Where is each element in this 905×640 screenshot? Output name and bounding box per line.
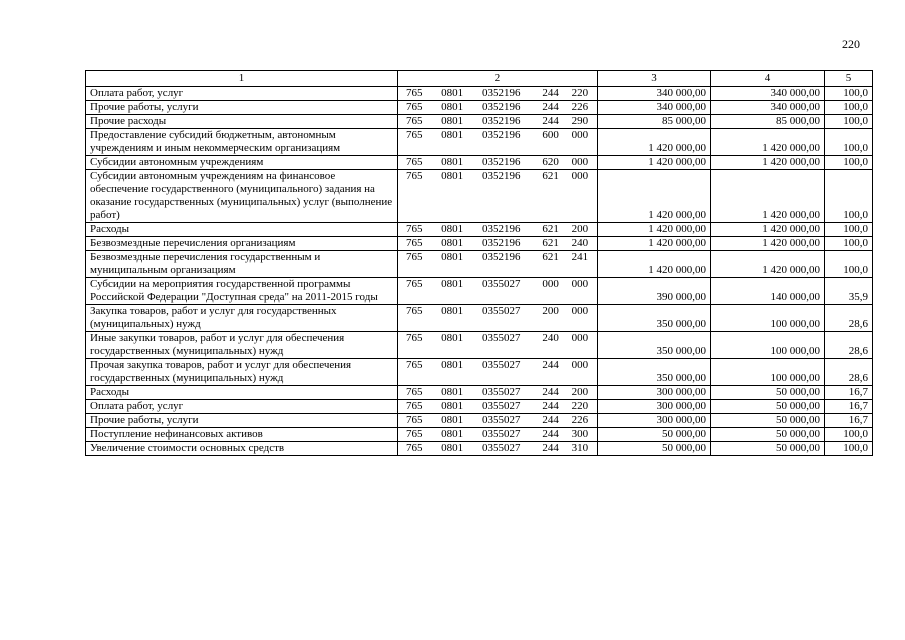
code-part: 765 (406, 278, 423, 290)
row-code-cell (398, 278, 598, 305)
code-group (398, 156, 597, 169)
code-part: 0355027 (482, 359, 521, 371)
code-part: 000 (571, 156, 589, 168)
table-row (86, 332, 873, 359)
col4-value-cell: 140 000,00 (711, 278, 825, 305)
row-name-cell: Прочие работы, услуги (86, 414, 398, 428)
table-row (86, 386, 873, 400)
code-part: 0801 (441, 156, 464, 168)
col3-value-cell: 300 000,00 (598, 414, 711, 428)
code-part: 0801 (441, 278, 464, 290)
table-row (86, 359, 873, 386)
col3-value-cell: 1 420 000,00 (598, 223, 711, 237)
col3-value-cell: 1 420 000,00 (598, 170, 711, 223)
code-part: 290 (571, 115, 589, 127)
col4-value-cell: 1 420 000,00 (711, 156, 825, 170)
col5-percent-cell: 28,6 (825, 305, 873, 332)
code-part: 000 (571, 129, 589, 141)
code-part: 0801 (441, 251, 464, 263)
code-group (398, 442, 597, 455)
table-row (86, 170, 873, 223)
col5-percent-cell: 100,0 (825, 156, 873, 170)
code-part: 200 (571, 386, 589, 398)
col5-percent-cell: 100,0 (825, 101, 873, 115)
code-group (398, 359, 597, 372)
code-part: 621 (542, 223, 559, 235)
code-part: 244 (542, 101, 559, 113)
table-row (86, 87, 873, 101)
col4-value-cell: 340 000,00 (711, 87, 825, 101)
table-row (86, 428, 873, 442)
code-part: 765 (406, 115, 423, 127)
code-group (398, 386, 597, 399)
code-part: 0801 (441, 442, 464, 454)
header-row (86, 71, 873, 87)
col5-percent-cell: 100,0 (825, 251, 873, 278)
code-group (398, 305, 597, 318)
code-part: 0801 (441, 237, 464, 249)
code-part: 765 (406, 251, 423, 263)
code-part: 765 (406, 237, 423, 249)
code-part: 226 (571, 101, 589, 113)
row-name-cell: Расходы (86, 223, 398, 237)
column-header: 5 (825, 71, 873, 87)
col4-value-cell: 100 000,00 (711, 359, 825, 386)
code-part: 241 (571, 251, 589, 263)
code-part: 765 (406, 332, 423, 344)
code-group (398, 115, 597, 128)
col5-percent-cell: 100,0 (825, 115, 873, 129)
col3-value-cell: 1 420 000,00 (598, 251, 711, 278)
code-part: 0355027 (482, 386, 521, 398)
row-code-cell (398, 129, 598, 156)
col5-percent-cell: 100,0 (825, 442, 873, 456)
code-part: 0801 (441, 332, 464, 344)
col3-value-cell: 85 000,00 (598, 115, 711, 129)
code-part: 0352196 (482, 237, 521, 249)
row-code-cell (398, 428, 598, 442)
column-header: 2 (398, 71, 598, 87)
col3-value-cell: 50 000,00 (598, 428, 711, 442)
code-part: 0801 (441, 87, 464, 99)
col3-value-cell: 350 000,00 (598, 305, 711, 332)
code-part: 0352196 (482, 156, 521, 168)
table-row (86, 237, 873, 251)
code-part: 0801 (441, 115, 464, 127)
row-code-cell (398, 170, 598, 223)
col4-value-cell: 50 000,00 (711, 442, 825, 456)
table-row (86, 400, 873, 414)
code-part: 765 (406, 87, 423, 99)
col3-value-cell: 1 420 000,00 (598, 237, 711, 251)
table-row (86, 223, 873, 237)
code-part: 0355027 (482, 332, 521, 344)
code-part: 621 (542, 237, 559, 249)
col4-value-cell: 340 000,00 (711, 101, 825, 115)
table-row (86, 414, 873, 428)
row-name-cell: Прочие работы, услуги (86, 101, 398, 115)
table-row (86, 278, 873, 305)
row-code-cell (398, 115, 598, 129)
code-part: 621 (542, 251, 559, 263)
code-part: 0355027 (482, 278, 521, 290)
col5-percent-cell: 16,7 (825, 386, 873, 400)
col4-value-cell: 50 000,00 (711, 386, 825, 400)
code-group (398, 101, 597, 114)
col5-percent-cell: 100,0 (825, 223, 873, 237)
row-code-cell (398, 305, 598, 332)
col4-value-cell: 100 000,00 (711, 332, 825, 359)
col3-value-cell: 50 000,00 (598, 442, 711, 456)
code-part: 765 (406, 170, 423, 182)
col5-percent-cell: 28,6 (825, 359, 873, 386)
row-name-cell: Оплата работ, услуг (86, 87, 398, 101)
code-part: 0801 (441, 428, 464, 440)
code-part: 240 (542, 332, 559, 344)
code-part: 0355027 (482, 400, 521, 412)
code-part: 200 (571, 223, 589, 235)
column-header: 3 (598, 71, 711, 87)
code-part: 0801 (441, 305, 464, 317)
row-name-cell: Субсидии автономным учреждениям на финансовое обеспечение государственного (муниципального) задания на оказание государственных (муниципальных) услуг (выполнение работ) (86, 170, 398, 223)
col3-value-cell: 1 420 000,00 (598, 156, 711, 170)
code-group (398, 332, 597, 345)
code-part: 0801 (441, 386, 464, 398)
code-group (398, 428, 597, 441)
code-part: 620 (542, 156, 559, 168)
row-name-cell: Субсидии автономным учреждениям (86, 156, 398, 170)
row-code-cell (398, 156, 598, 170)
code-part: 000 (542, 278, 559, 290)
row-name-cell: Субсидии на мероприятия государственной программы Российской Федерации "Доступная среда" на 2011-2015 годы (86, 278, 398, 305)
row-code-cell (398, 414, 598, 428)
col3-value-cell: 350 000,00 (598, 359, 711, 386)
table-row (86, 129, 873, 156)
code-group (398, 87, 597, 100)
code-group (398, 400, 597, 413)
row-name-cell: Иные закупки товаров, работ и услуг для обеспечения государственных (муниципальных) нужд (86, 332, 398, 359)
code-part: 000 (571, 359, 589, 371)
code-part: 0352196 (482, 115, 521, 127)
code-group (398, 223, 597, 236)
col4-value-cell: 50 000,00 (711, 428, 825, 442)
code-part: 0352196 (482, 251, 521, 263)
row-name-cell: Оплата работ, услуг (86, 400, 398, 414)
col4-value-cell: 1 420 000,00 (711, 237, 825, 251)
col5-percent-cell: 100,0 (825, 428, 873, 442)
column-header: 4 (711, 71, 825, 87)
col4-value-cell: 85 000,00 (711, 115, 825, 129)
col4-value-cell: 1 420 000,00 (711, 129, 825, 156)
page-number: 220 (842, 37, 860, 51)
row-name-cell: Закупка товаров, работ и услуг для государственных (муниципальных) нужд (86, 305, 398, 332)
code-part: 244 (542, 414, 559, 426)
code-part: 244 (542, 428, 559, 440)
row-name-cell: Прочие расходы (86, 115, 398, 129)
table-row (86, 251, 873, 278)
code-part: 0801 (441, 223, 464, 235)
code-group (398, 278, 597, 291)
col5-percent-cell: 28,6 (825, 332, 873, 359)
code-part: 765 (406, 101, 423, 113)
row-code-cell (398, 237, 598, 251)
row-code-cell (398, 223, 598, 237)
code-part: 765 (406, 223, 423, 235)
row-name-cell: Безвозмездные перечисления государственным и муниципальным организациям (86, 251, 398, 278)
code-part: 0355027 (482, 305, 521, 317)
code-part: 765 (406, 400, 423, 412)
code-group (398, 237, 597, 250)
row-code-cell (398, 251, 598, 278)
row-name-cell: Безвозмездные перечисления организациям (86, 237, 398, 251)
col4-value-cell: 1 420 000,00 (711, 170, 825, 223)
code-part: 765 (406, 386, 423, 398)
code-part: 000 (571, 332, 589, 344)
code-part: 240 (571, 237, 589, 249)
code-part: 220 (571, 87, 589, 99)
code-part: 765 (406, 129, 423, 141)
code-part: 0801 (441, 400, 464, 412)
col3-value-cell: 340 000,00 (598, 101, 711, 115)
code-part: 226 (571, 414, 589, 426)
col4-value-cell: 1 420 000,00 (711, 223, 825, 237)
col5-percent-cell: 100,0 (825, 129, 873, 156)
col4-value-cell: 50 000,00 (711, 400, 825, 414)
code-part: 0801 (441, 170, 464, 182)
code-part: 621 (542, 170, 559, 182)
code-part: 200 (542, 305, 559, 317)
code-group (398, 170, 597, 183)
code-part: 0355027 (482, 428, 521, 440)
col4-value-cell: 1 420 000,00 (711, 251, 825, 278)
row-code-cell (398, 332, 598, 359)
row-name-cell: Увеличение стоимости основных средств (86, 442, 398, 456)
col3-value-cell: 1 420 000,00 (598, 129, 711, 156)
code-part: 0352196 (482, 101, 521, 113)
code-part: 244 (542, 442, 559, 454)
code-part: 765 (406, 305, 423, 317)
table-row (86, 156, 873, 170)
col3-value-cell: 390 000,00 (598, 278, 711, 305)
col3-value-cell: 300 000,00 (598, 386, 711, 400)
col4-value-cell: 100 000,00 (711, 305, 825, 332)
code-part: 220 (571, 400, 589, 412)
budget-table (85, 70, 873, 456)
col5-percent-cell: 16,7 (825, 400, 873, 414)
code-part: 0352196 (482, 223, 521, 235)
row-code-cell (398, 359, 598, 386)
row-name-cell: Поступление нефинансовых активов (86, 428, 398, 442)
code-part: 0352196 (482, 87, 521, 99)
table-row (86, 305, 873, 332)
code-part: 765 (406, 442, 423, 454)
table-row (86, 115, 873, 129)
col5-percent-cell: 100,0 (825, 170, 873, 223)
code-part: 0355027 (482, 442, 521, 454)
code-part: 000 (571, 170, 589, 182)
code-part: 0801 (441, 129, 464, 141)
col5-percent-cell: 100,0 (825, 237, 873, 251)
code-part: 244 (542, 386, 559, 398)
code-part: 000 (571, 278, 589, 290)
row-code-cell (398, 400, 598, 414)
code-group (398, 414, 597, 427)
code-part: 600 (542, 129, 559, 141)
code-part: 765 (406, 359, 423, 371)
column-header: 1 (86, 71, 398, 87)
code-part: 0352196 (482, 129, 521, 141)
table-row (86, 101, 873, 115)
code-part: 765 (406, 414, 423, 426)
code-part: 765 (406, 428, 423, 440)
code-part: 244 (542, 400, 559, 412)
code-part: 0801 (441, 101, 464, 113)
code-group (398, 129, 597, 142)
row-code-cell (398, 101, 598, 115)
code-part: 244 (542, 115, 559, 127)
row-name-cell: Расходы (86, 386, 398, 400)
code-part: 0355027 (482, 414, 521, 426)
row-name-cell: Прочая закупка товаров, работ и услуг для обеспечения государственных (муниципальных) нужд (86, 359, 398, 386)
code-part: 000 (571, 305, 589, 317)
col4-value-cell: 50 000,00 (711, 414, 825, 428)
row-code-cell (398, 386, 598, 400)
col3-value-cell: 300 000,00 (598, 400, 711, 414)
code-part: 310 (571, 442, 589, 454)
code-part: 300 (571, 428, 589, 440)
col3-value-cell: 340 000,00 (598, 87, 711, 101)
row-code-cell (398, 442, 598, 456)
code-part: 0352196 (482, 170, 521, 182)
table-row (86, 442, 873, 456)
code-group (398, 251, 597, 264)
code-part: 0801 (441, 414, 464, 426)
col5-percent-cell: 100,0 (825, 87, 873, 101)
col3-value-cell: 350 000,00 (598, 332, 711, 359)
row-code-cell (398, 87, 598, 101)
code-part: 244 (542, 87, 559, 99)
code-part: 765 (406, 156, 423, 168)
code-part: 244 (542, 359, 559, 371)
code-part: 0801 (441, 359, 464, 371)
row-name-cell: Предоставление субсидий бюджетным, автономным учреждениям и иным некоммерческим организациям (86, 129, 398, 156)
col5-percent-cell: 35,9 (825, 278, 873, 305)
col5-percent-cell: 16,7 (825, 414, 873, 428)
